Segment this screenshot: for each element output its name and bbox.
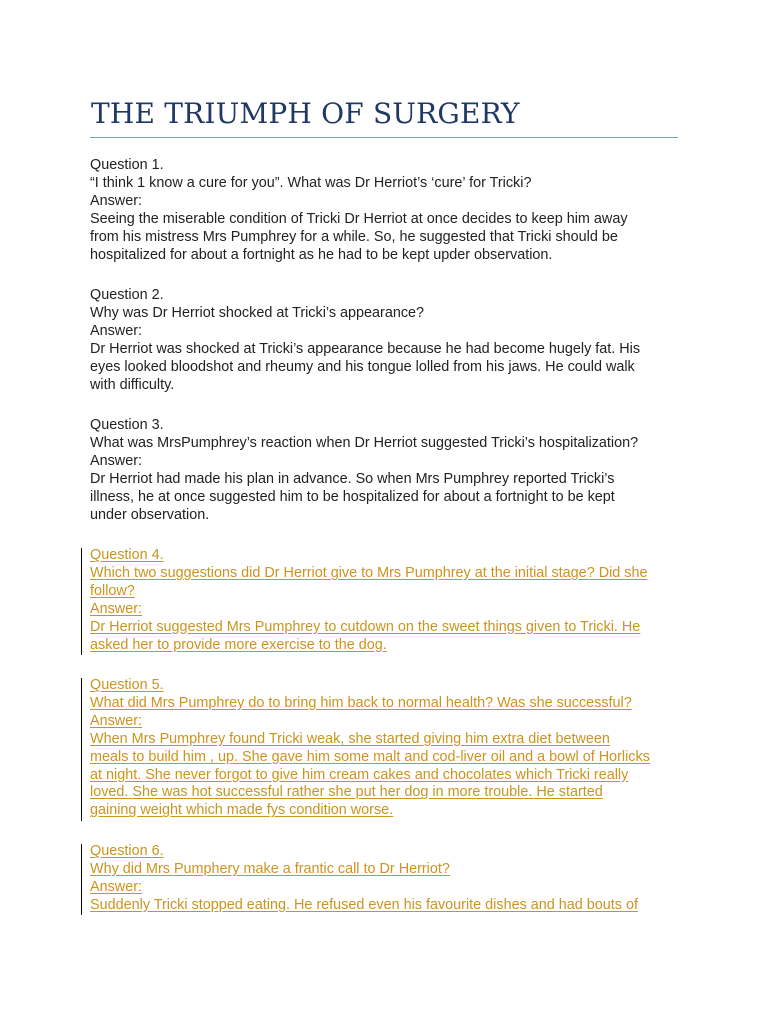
question-text: Why did Mrs Pumphery make a frantic call to Dr Herriot? xyxy=(90,860,450,877)
answer-label: Answer: xyxy=(90,452,142,469)
question-text: What did Mrs Pumphrey do to bring him back to normal health? Was she successful? xyxy=(90,694,632,711)
answer-text-line: under observation. xyxy=(90,506,210,523)
question-text: Which two suggestions did Dr Herriot give to Mrs Pumphrey at the initial stage? Did she xyxy=(90,564,648,581)
change-bar xyxy=(81,548,82,655)
question-label: Question 5. xyxy=(90,677,164,693)
answer-label: Answer: xyxy=(90,878,142,895)
answer-text-line: at night. She never forgot to give him cream cakes and chocolates which Tricki really xyxy=(90,766,629,783)
question-label: Question 3. xyxy=(90,417,164,433)
document-title: THE TRIUMPH OF SURGERY xyxy=(91,97,520,130)
answer-text-line: Dr Herriot was shocked at Tricki’s appearance because he had become hugely fat. His xyxy=(90,340,641,357)
question-text: Why was Dr Herriot shocked at Tricki’s appearance? xyxy=(90,304,425,321)
answer-label: Answer: xyxy=(90,712,142,729)
answer-text-line: from his mistress Mrs Pumphrey for a while. So, he suggested that Tricki should be xyxy=(90,228,618,245)
answer-text-line: meals to build him , up. She gave him some malt and cod-liver oil and a bowl of Horlicks xyxy=(90,748,650,765)
answer-text-line: eyes looked bloodshot and rheumy and his tongue lolled from his jaws. He could walk xyxy=(90,358,635,375)
answer-text-line: Dr Herriot suggested Mrs Pumphrey to cutdown on the sweet things given to Tricki. He xyxy=(90,618,641,635)
change-bar xyxy=(81,678,82,821)
question-text: follow? xyxy=(90,582,135,599)
qa-section-6 xyxy=(90,843,690,915)
question-label: Question 6. xyxy=(90,843,164,859)
title-underline-rule xyxy=(90,137,678,138)
question-label: Question 4. xyxy=(90,547,164,563)
answer-text-line: asked her to provide more exercise to the dog. xyxy=(90,636,387,653)
qa-section-3 xyxy=(90,417,690,524)
question-text: What was MrsPumphrey’s reaction when Dr Herriot suggested Tricki’s hospitalization? xyxy=(90,434,639,451)
answer-text-line: When Mrs Pumphrey found Tricki weak, she started giving him extra diet between xyxy=(90,730,610,747)
question-text: “I think 1 know a cure for you”. What was Dr Herriot’s ‘cure’ for Tricki? xyxy=(90,174,532,191)
change-bar xyxy=(81,844,82,915)
answer-text-line: Seeing the miserable condition of Tricki Dr Herriot at once decides to keep him away xyxy=(90,210,628,227)
answer-text-line: gaining weight which made fys condition worse. xyxy=(90,802,394,819)
answer-text-line: illness, he at once suggested him to be hospitalized for about a fortnight to be kept xyxy=(90,488,615,505)
answer-text-line: Suddenly Tricki stopped eating. He refused even his favourite dishes and had bouts of xyxy=(90,896,638,913)
question-label: Question 1. xyxy=(90,157,164,173)
qa-section-4 xyxy=(90,547,690,654)
answer-text-line: loved. She was hot successful rather she put her dog in more trouble. He started xyxy=(90,784,603,801)
answer-label: Answer: xyxy=(90,600,142,617)
answer-label: Answer: xyxy=(90,322,142,339)
answer-text-line: hospitalized for about a fortnight as he had to be kept upder observation. xyxy=(90,246,553,263)
qa-section-1 xyxy=(90,157,690,264)
answer-text-line: Dr Herriot had made his plan in advance. So when Mrs Pumphrey reported Tricki’s xyxy=(90,470,615,487)
answer-label: Answer: xyxy=(90,192,142,209)
question-label: Question 2. xyxy=(90,287,164,303)
qa-section-2 xyxy=(90,287,690,394)
qa-section-5 xyxy=(90,677,690,820)
answer-text-line: with difficulty. xyxy=(90,376,175,393)
